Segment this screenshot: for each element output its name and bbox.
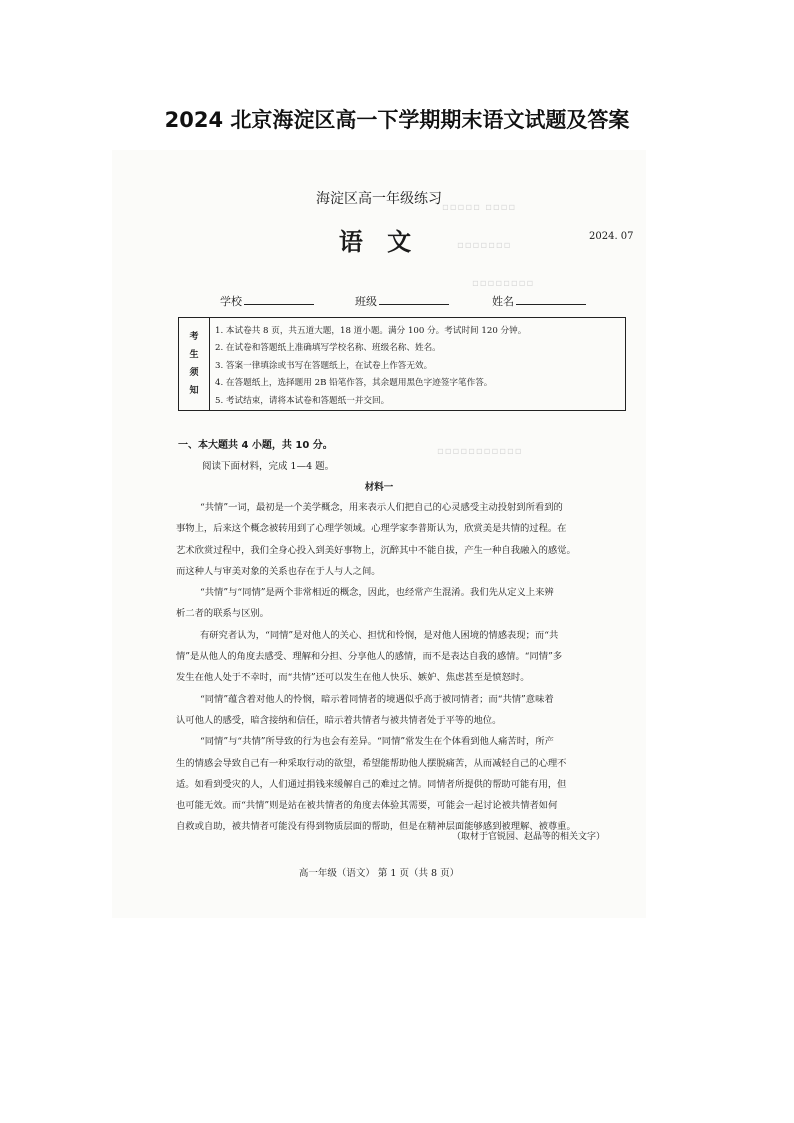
notice-heading-char: 须 [189, 368, 199, 378]
body-line: 也可能无效。而“共情”则是站在被共情者的角度去体验其需要，可能会一起讨论被共情者如何 [176, 800, 558, 812]
bleed-through-mark: ▫▫▫▫▫▫▫ [457, 240, 512, 251]
notice-rule: 5. 考试结束，请将本试卷和答题纸一并交回。 [215, 395, 390, 406]
subject-title: 语 文 [338, 227, 420, 256]
body-line: 自救或自助，被共情者可能没有得到物质层面的帮助，但是在精神层面能够感到被理解、被尊重。 [176, 821, 576, 833]
body-line: 艺术欣赏过程中，我们全身心投入到美好事物上，沉醉其中不能自拔，产生一种自我融入的感觉。 [176, 544, 576, 556]
exam-name: 海淀区高一年级练习 [316, 191, 442, 207]
body-line: “同情”蕴含着对他人的怜悯，暗示着同情者的境遇似乎高于被同情者；而“共情”意味着 [200, 693, 554, 705]
material-title: 材料一 [364, 482, 394, 493]
class-label: 班级 [355, 295, 377, 308]
name-blank-line [516, 294, 586, 305]
body-line: 发生在他人处于不幸时，而“共情”还可以发生在他人快乐、嫉妒、焦虑甚至是愤怒时。 [176, 672, 530, 684]
notice-heading-char: 生 [189, 350, 199, 360]
exam-date: 2024. 07 [589, 231, 634, 242]
body-line: 有研究者认为，“同情”是对他人的关心、担忧和怜悯，是对他人困境的情感表现；而“共 [200, 629, 559, 641]
material-body [176, 497, 628, 838]
body-line: “共情”一词，最初是一个美学概念，用来表示人们把自己的心灵感受主动投射到所看到的 [200, 502, 563, 513]
bleed-through-mark: ▫▫▫▫▫▫▫▫ [472, 278, 535, 289]
bleed-through-mark: ▫▫▫▫▫▫▫▫▫▫▫ [437, 446, 523, 457]
body-line: 事物上，后来这个概念被转用到了心理学领域。心理学家李普斯认为，欣赏美是共情的过程。在 [176, 523, 567, 535]
notice-rule: 4. 在答题纸上，选择题用 2B 铅笔作答，其余题用黑色字迹签字笔作答。 [215, 378, 493, 389]
body-line: 适。如看到受灾的人，人们通过捐钱来缓解自己的难过之情。同情者所提供的帮助可能有用，但 [176, 778, 567, 790]
body-line: “共情”与“同情”是两个非常相近的概念，因此，也经常产生混淆。我们先从定义上来辨 [200, 587, 554, 599]
page-footer: 高一年级（语文） 第 1 页（共 8 页） [298, 868, 460, 879]
notice-heading-char: 考 [189, 332, 199, 342]
name-label: 姓名 [492, 295, 514, 308]
scanned-exam-page [112, 150, 646, 918]
bleed-through-mark: ▫▫▫▫▫ ▫▫▫▫ [442, 202, 517, 213]
notice-rules [215, 323, 526, 410]
class-blank-line [379, 294, 449, 305]
body-line: 析二者的联系与区别。 [176, 608, 269, 620]
body-line: 生的情感会导致自己有一种采取行动的欲望，希望能帮助他人摆脱痛苦，从而减轻自己的心理不 [176, 757, 567, 769]
section-title: 一、本大题共 4 小题，共 10 分。 [178, 440, 333, 451]
candidate-notice-box [178, 317, 626, 411]
document-title: 2024 北京海淀区高一下学期期末语文试题及答案 [164, 108, 630, 132]
body-line: “同情”与“共情”所导致的行为也会有差异。“同情”常发生在个体看到他人痛苦时，所产 [200, 736, 554, 748]
class-field [355, 293, 449, 309]
notice-rule: 1. 本试卷共 8 页，共五道大题，18 道小题。满分 100 分。考试时间 120 分钟。 [215, 326, 527, 336]
notice-heading [179, 318, 210, 410]
school-blank-line [244, 294, 314, 305]
name-field [492, 293, 586, 309]
body-line: 而这种人与审美对象的关系也存在于人与人之间。 [176, 565, 381, 577]
material-source: （取材于官锐园、赵晶等的相关文字） [452, 832, 606, 842]
notice-rule: 2. 在试卷和答题纸上准确填写学校名称、班级名称、姓名。 [215, 343, 441, 354]
notice-heading-char: 知 [189, 386, 199, 396]
body-line: 认可他人的感受，暗含接纳和信任，暗示着共情者与被共情者处于平等的地位。 [176, 714, 502, 726]
notice-rule: 3. 答案一律填涂或书写在答题纸上，在试卷上作答无效。 [215, 360, 433, 371]
body-line: 情”是从他人的角度去感受、理解和分担、分享他人的感情，而不是表达自我的感情。“同情”多 [176, 651, 563, 663]
school-field [220, 293, 314, 309]
section-instruction: 阅读下面材料，完成 1—4 题。 [202, 461, 335, 472]
school-label: 学校 [220, 295, 242, 308]
